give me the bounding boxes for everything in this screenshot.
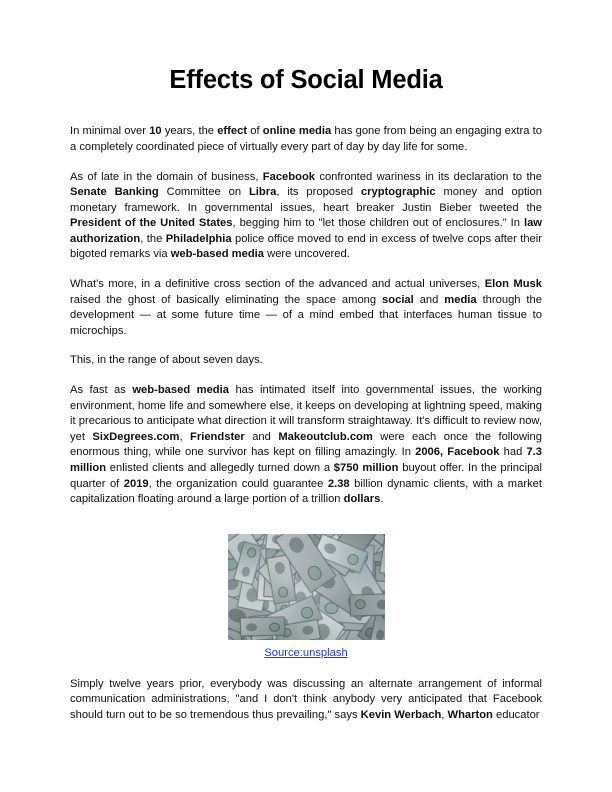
paragraph-6: Simply twelve years prior, everybody was discussing an alternate arrangement of informal communication administrations, "and I don't think anybody very anticipated that Facebook should turn out to be so tremendous thus prevailing," says Kevin Werbach, Wharton educator xyxy=(70,677,542,721)
paragraph-1: In minimal over 10 years, the effect of online media has gone from being an engaging extra to a completely coordinated piece of virtually every part of day by day life for some. xyxy=(70,125,543,153)
paragraph-2: As of late in the domain of business, Facebook confronted wariness in its declaration to the Senate Banking Committee on Libra, its proposed cryptographic money and option monetary framework. In governmental issues, heart breaker Justin Bieber tweeted the President of the United States, begging him to "let those children out of enclosures." In law authorization, the Philadelphia police office moved to end in excess of twelve cops after their bigoted remarks via web-based media were uncovered. xyxy=(70,170,543,261)
source-link[interactable]: Source:unsplash xyxy=(264,646,348,659)
figure-money xyxy=(70,508,542,661)
dollar-bill xyxy=(240,617,285,637)
paragraph-5: As fast as web-based media has intimated itself into governmental issues, the working environment, home life and somewhere else, it keeps on developing at lightning speed, making it precarious to anticipate what direction it will transform straightaway. It's difficult to review now, yet SixDegrees.com, Friendster and Makeoutclub.com were each once the following enormous thing, while one survivor has kept on filling amazingly. In 2006, Facebook had 7.3 million enlisted clients and allegedly turned down a $750 million buyout offer. In the principal quarter of 2019, the organization could guarantee 2.38 billion dynamic clients, with a market capitalization floating around a large portion of a trillion dollars. xyxy=(70,384,543,506)
page-title: Effects of Social Media xyxy=(169,66,443,94)
dollar-bill xyxy=(350,593,385,616)
body-text xyxy=(70,95,542,507)
paragraph-4: This, in the range of about seven days. xyxy=(70,354,263,367)
body-text-continued xyxy=(70,661,542,724)
dollar-bills-image xyxy=(228,534,385,640)
paragraph-3: What's more, in a definitive cross section of the advanced and actual universes, Elon Musk raised the ghost of basically eliminating the space among social and media through the development — at some future time — of a mind embed that interfaces human tissue to microchips. xyxy=(70,278,542,337)
figure-caption xyxy=(70,640,542,661)
